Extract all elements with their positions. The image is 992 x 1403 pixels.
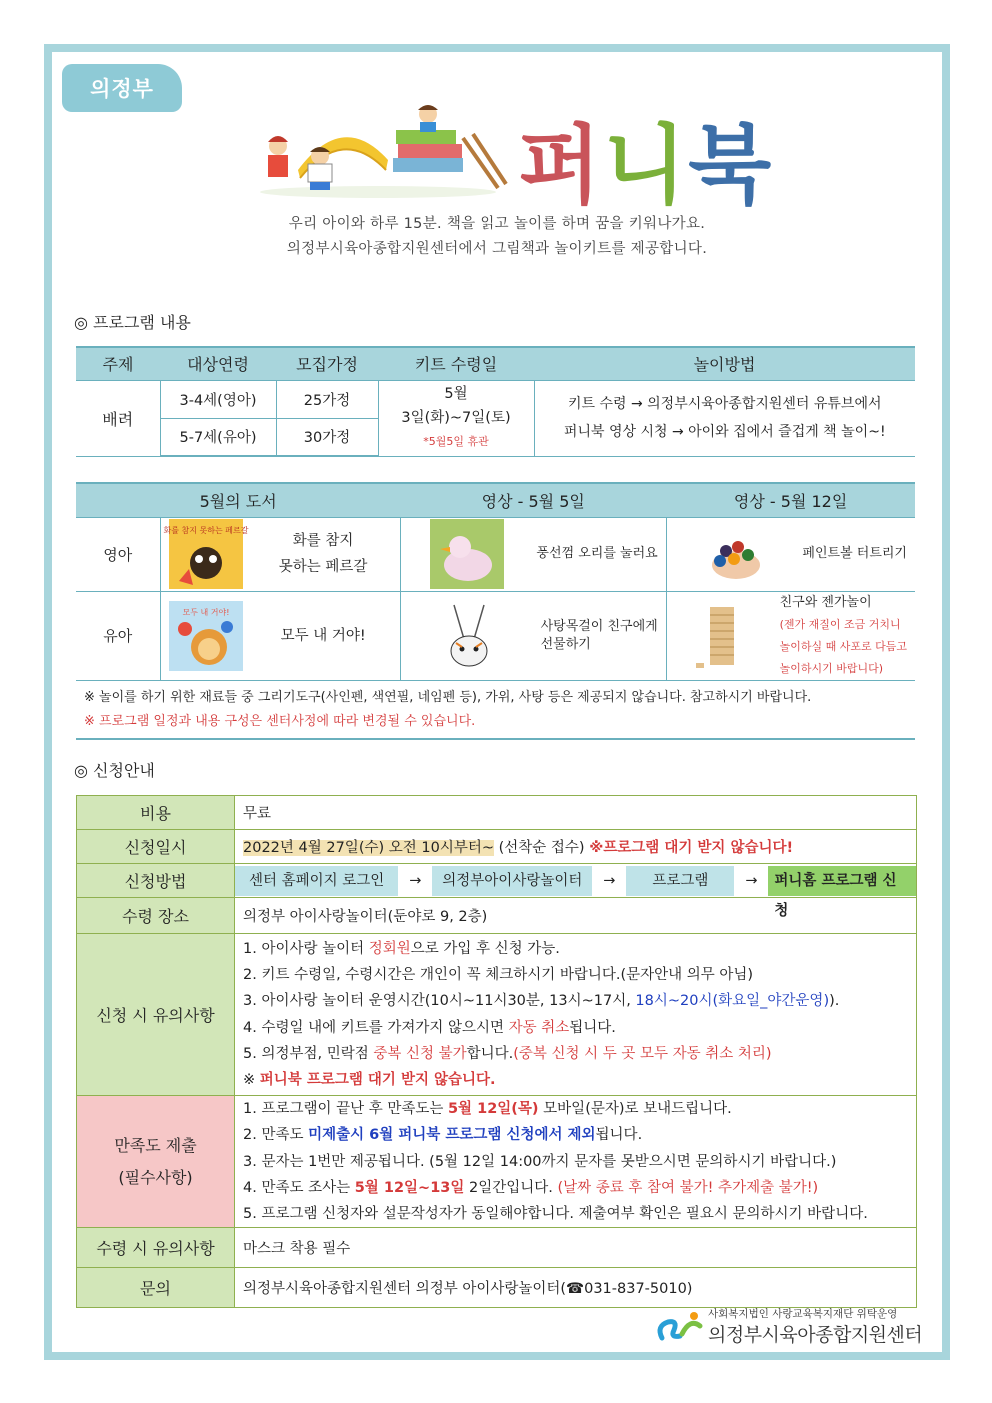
pickup-label: 수령 시 유의사항	[77, 1228, 235, 1268]
survey-label-line-2: (필수사항)	[118, 1167, 193, 1187]
text-segment: 3. 아이사랑 놀이터 운영시간(10시~11시30분, 13시~17시,	[243, 993, 636, 1010]
header-kit-date: 키트 수령일	[378, 347, 534, 380]
text-segment: 5. 프로그램 신청자와 설문작성자가 동일해야합니다. 제출여부 확인은 필요시 문의하시기 바랍니다.	[243, 1206, 868, 1223]
survey-item	[243, 1096, 916, 1122]
candy-necklace-image	[432, 601, 506, 671]
text-segment: 중복 신청 불가	[373, 1045, 467, 1062]
arrow-icon: →	[603, 872, 616, 889]
program-section-title: ◎ 프로그램 내용	[74, 313, 191, 332]
age-cell: 5-7세(유아)	[160, 418, 276, 456]
text-segment: 됩니다.	[569, 1019, 616, 1036]
arrow-icon: →	[409, 872, 422, 889]
note-materials: ※ 놀이를 하기 위한 재료들 중 그리기도구(사인펜, 색연필, 네임펜 등), 가위, 사탕 등은 제공되지 않습니다. 참고하시기 바랍니다.	[84, 690, 812, 705]
header-topic: 주제	[76, 347, 160, 380]
center-logo-icon	[654, 1308, 706, 1348]
kit-date-cell	[378, 380, 534, 456]
text-segment: 자동 취소	[508, 1019, 570, 1036]
survey-label	[77, 1096, 235, 1228]
group-child: 유아	[76, 591, 160, 680]
text-segment: 퍼니북 프로그램 대기 받지 않습니다.	[259, 1072, 496, 1089]
video1-cell-child	[400, 591, 666, 680]
text-segment: 1. 프로그램이 끝난 후 만족도는	[243, 1101, 448, 1117]
date-cell	[235, 830, 917, 864]
arrow-icon: →	[745, 872, 758, 889]
book-title: 화를 참지 못하는 페르갈	[278, 533, 368, 575]
book-cell-child	[160, 591, 400, 680]
caution-item	[243, 936, 916, 962]
video1-title: 풍선껌 오리를 눌러요	[536, 546, 658, 561]
book-cover-title: 화를 참지 못하는 페르갈	[163, 526, 248, 535]
caution-item	[243, 988, 916, 1014]
video1-cell-infant	[400, 517, 666, 591]
households-cell: 25가정	[276, 380, 378, 418]
method-label: 신청방법	[77, 864, 235, 898]
text-segment: 3. 문자는 1번만 제공됩니다. (5월 12일 14:00까지 문자를 못받으시면 문의하시기 바랍니다.)	[243, 1153, 837, 1170]
video2-title: 페인트볼 터트리기	[802, 546, 907, 561]
step-playground: 의정부아이사랑놀이터	[432, 866, 592, 896]
title-char-1: 퍼	[518, 116, 604, 216]
text-segment: ※	[243, 1072, 260, 1089]
video1-title: 사탕목걸이 친구에게 선물하기	[540, 618, 658, 652]
book-cover-title: 모두 내 거야!	[182, 607, 229, 617]
date-suffix: (선착순 접수)	[494, 840, 590, 856]
region-tag: 의정부	[62, 64, 182, 112]
text-segment: 5. 의정부점, 민락점	[243, 1045, 374, 1062]
footer-org: 의정부시육아종합지원센터	[708, 1324, 923, 1346]
program-table	[76, 346, 915, 457]
survey-item	[243, 1149, 916, 1175]
header-book: 5월의 도서	[76, 483, 400, 517]
video2-title: 친구와 젠가놀이	[779, 594, 872, 610]
footer-sub: 사회복지법인 사랑교육복지재단 위탁운영	[708, 1308, 898, 1320]
book-cover-image	[169, 601, 243, 671]
notes	[84, 686, 914, 734]
text-segment: 2일간입니다.	[464, 1179, 558, 1196]
title-char-2: 니	[603, 116, 689, 216]
play-method-cell	[534, 380, 915, 456]
kids-reading-illustration	[258, 100, 508, 200]
survey-item	[243, 1122, 916, 1148]
text-segment: 미제출시 6월 퍼니북 프로그램 신청에서 제외	[308, 1127, 596, 1144]
text-segment: 모바일(문자)로 보내드립니다.	[538, 1101, 732, 1117]
text-segment: 2. 만족도	[243, 1127, 309, 1144]
text-segment: 18시~20시(화요일_야간운영)	[635, 993, 830, 1010]
paintball-image	[696, 519, 770, 589]
survey-label-line-1: 만족도 제출	[114, 1135, 197, 1155]
play-method-line-2: 퍼니북 영상 시청 → 아이와 집에서 즐겁게 책 놀이~!	[563, 424, 886, 440]
apply-section-title: ◎ 신청안내	[74, 761, 155, 780]
bubblegum-duck-image	[430, 519, 504, 589]
header-video-1: 영상 - 5월 5일	[400, 483, 666, 517]
caution-label: 신청 시 유의사항	[77, 934, 235, 1096]
book-title: 모두 내 거야!	[280, 627, 366, 644]
text-segment: 1. 아이사랑 놀이터	[243, 940, 369, 957]
caution-item	[243, 1041, 916, 1067]
topic-cell: 배려	[76, 380, 160, 456]
survey-item	[243, 1201, 916, 1227]
text-segment: 2. 키트 수령일, 수령시간은 개인이 꼭 체크하시기 바랍니다.(문자안내 의무 아님)	[243, 966, 754, 983]
books-table	[76, 482, 915, 681]
video2-cell-child	[666, 591, 915, 680]
text-segment: 정회원	[368, 940, 411, 957]
step-program: 프로그램	[626, 866, 734, 896]
video2-note: (젠가 재질이 조금 거치니 놀이하실 때 사포로 다듬고 놀이하시기 바랍니다)	[779, 617, 907, 675]
book-cover-image	[163, 519, 248, 589]
step-login: 센터 홈페이지 로그인	[235, 866, 398, 896]
header-play-method: 놀이방법	[534, 347, 915, 380]
caution-list	[235, 934, 917, 1096]
apply-table	[76, 795, 917, 1308]
survey-list	[235, 1096, 917, 1228]
text-segment: 4. 만족도 조사는	[243, 1179, 355, 1196]
place-value: 의정부 아이사랑놀이터(둔야로 9, 2층)	[235, 898, 917, 934]
note-schedule-change: ※ 프로그램 일정과 내용 구성은 센터사정에 따라 변경될 수 있습니다.	[84, 714, 476, 729]
intro-line-1: 우리 아이와 하루 15분. 책을 읽고 놀이를 하며 꿈을 키워나가요.	[288, 216, 706, 232]
households-cell: 30가정	[276, 418, 378, 456]
video2-text	[780, 592, 907, 680]
kit-date-note: *5월5일 휴관	[423, 435, 489, 448]
kit-date-range: 3일(화)~7일(토)	[401, 410, 511, 426]
header-age: 대상연령	[160, 347, 276, 380]
intro-line-2: 의정부시육아종합지원센터에서 그림책과 놀이키트를 제공합니다.	[286, 241, 708, 257]
header-video-2: 영상 - 5월 12일	[666, 483, 915, 517]
place-label: 수령 장소	[77, 898, 235, 934]
title-char-3: 북	[688, 116, 774, 216]
text-segment: (날짜 종료 후 참여 불가! 추가제출 불가!)	[557, 1179, 819, 1196]
kit-date-month: 5월	[444, 386, 468, 402]
intro-text	[44, 212, 950, 262]
contact-label: 문의	[77, 1268, 235, 1308]
text-segment: 5월 12일(목)	[447, 1101, 539, 1117]
caution-item	[243, 962, 916, 988]
pickup-value: 마스크 착용 필수	[235, 1228, 917, 1268]
video2-cell-infant	[666, 517, 915, 591]
jenga-image	[684, 601, 758, 671]
footer-logo	[654, 1306, 923, 1350]
text-segment: (중복 신청 시 두 곳 모두 자동 취소 처리)	[513, 1045, 772, 1062]
fee-label: 비용	[77, 796, 235, 830]
date-warning: ※프로그램 대기 받지 않습니다!	[589, 840, 794, 856]
text-segment: ).	[829, 993, 840, 1010]
date-value: 2022년 4월 27일(수) 오전 10시부터~	[243, 840, 494, 856]
caution-item	[243, 1067, 916, 1093]
fee-value: 무료	[235, 796, 917, 830]
program-title	[518, 96, 774, 216]
header-households: 모집가정	[276, 347, 378, 380]
book-cell-infant	[160, 517, 400, 591]
step-apply: 퍼니홈 프로그램 신청	[768, 866, 916, 896]
text-segment: 5월 12일~13일	[354, 1179, 465, 1196]
contact-value: 의정부시육아종합지원센터 의정부 아이사랑놀이터(☎031-837-5010)	[235, 1268, 917, 1308]
text-segment: 으로 가입 후 신청 가능.	[410, 940, 560, 957]
text-segment: 합니다.	[466, 1045, 514, 1062]
group-infant: 영아	[76, 517, 160, 591]
survey-item	[243, 1175, 916, 1201]
divider	[76, 738, 915, 740]
text-segment: 4. 수령일 내에 키트를 가져가지 않으시면	[243, 1019, 509, 1036]
caution-item	[243, 1015, 916, 1041]
date-label: 신청일시	[77, 830, 235, 864]
play-method-line-1: 키트 수령 → 의정부시육아종합지원센터 유튜브에서	[567, 396, 882, 412]
age-cell: 3-4세(영아)	[160, 380, 276, 418]
text-segment: 됩니다.	[595, 1127, 643, 1144]
